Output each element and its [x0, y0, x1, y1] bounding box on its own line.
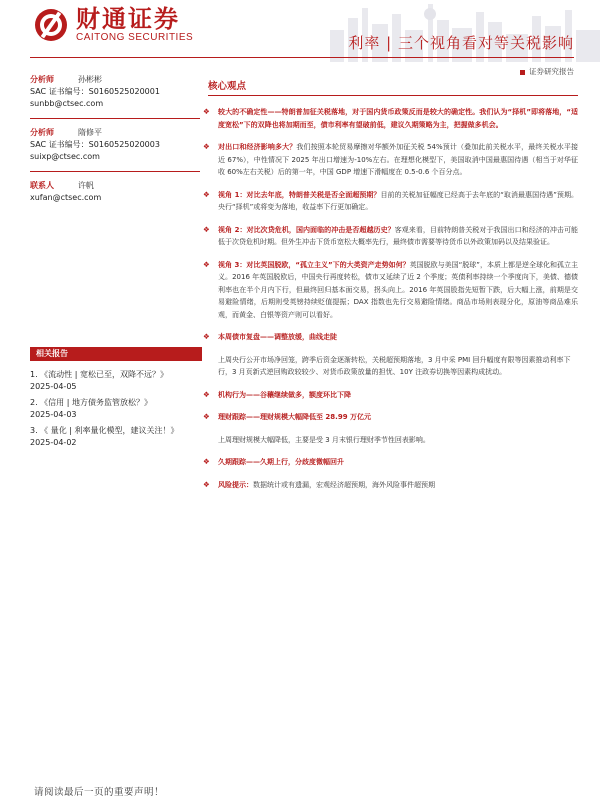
contact-email[interactable]: xufan@ctsec.com [30, 193, 102, 202]
view-1-section [203, 189, 578, 214]
analyst-email[interactable]: suixp@ctsec.com [30, 152, 100, 161]
square-bullet-icon [520, 70, 525, 75]
section-body: 我们按照本轮贸易摩擦对华额外加征关税 54%预计（叠加此前关税水平，最终关税水平接近 67%），中性情况下 2025 年出口增速为-10%左右。在理想化模型下，美国取消中国最惠国待遇（相当于对华征收 60%左右关税）后的第一年，中国 GDP 增速下滑幅度在 0.5-0.6 个百分点。 [218, 143, 578, 176]
key-view-section [203, 106, 578, 131]
section-lead: 久期跟踪——久期上行，分歧度微幅回升 [218, 458, 344, 466]
diamond-bullet-icon: ❖ [203, 457, 210, 466]
weekly-review-section [203, 331, 578, 344]
report-header [0, 0, 600, 62]
diamond-bullet-icon: ❖ [203, 479, 210, 489]
related-report-date: 2025-04-05 [30, 382, 77, 391]
analyst-role: 分析师 [30, 128, 54, 137]
related-report-date: 2025-04-03 [30, 410, 77, 419]
related-report-item[interactable] [30, 425, 202, 449]
diamond-bullet-icon: ❖ [203, 259, 210, 269]
diamond-bullet-icon: ❖ [203, 107, 210, 116]
related-report-item[interactable] [30, 369, 202, 393]
caitong-logo-icon [34, 8, 68, 42]
analyst-email[interactable]: sunbb@ctsec.com [30, 99, 104, 108]
related-report-date: 2025-04-02 [30, 438, 77, 447]
section-lead: 风险提示： [218, 480, 253, 489]
company-logo [34, 6, 193, 44]
analyst-cert: SAC 证书编号：S0160525020003 [30, 140, 160, 149]
section-body: 目前的关税加征幅度已经高于去年底的“取消最惠国待遇”预期。央行“择机”或将变为落地，收益率下行更加确定。 [218, 190, 578, 211]
weekly-review-text: 上周央行公开市场净回笼，跨季后资金逐渐转松，关税超预期落地，3 月中采 PMI 回升幅度有限等因素推动利率下行，3 月页新式逆回购政较较少、对货币政策放量的担忧、10Y 注政券切换等因素构成扰动。 [218, 355, 571, 376]
diamond-bullet-icon: ❖ [203, 332, 210, 341]
company-name-en: CAITONG SECURITIES [76, 32, 194, 43]
institution-section [203, 389, 578, 402]
related-report-item[interactable] [30, 397, 202, 421]
section-lead: 视角 3：对比英国脱欧，“孤立主义”下的大类资产走势如何？ [218, 260, 410, 269]
view-3-section [203, 259, 578, 322]
core-views-heading: 核心观点 [208, 78, 578, 96]
section-lead: 对出口和经济影响多大？ [218, 143, 297, 151]
company-name-cn: 财通证券 [76, 4, 180, 33]
related-reports-heading: 相关报告 [30, 347, 202, 361]
duration-section [203, 456, 578, 469]
analyst-name: 隋修平 [78, 128, 102, 137]
title-divider [30, 57, 574, 58]
section-lead: 视角 2：对比次贷危机，国内面临的冲击是否超越历史？ [218, 225, 395, 234]
analyst-divider [30, 118, 200, 119]
contact-card [30, 180, 202, 204]
related-reports-list [30, 369, 202, 449]
diamond-bullet-icon: ❖ [203, 412, 210, 421]
diamond-bullet-icon: ❖ [203, 142, 210, 151]
wealth-tracking-text: 上周理财规模大幅降低，主要是受 3 月末银行理财季节性回表影响。 [218, 435, 430, 444]
section-body: 英国脱欧与美国“脱球”，本质上都是逆全球化和孤立主义。2016 年英国脱欧后，中国央行再度转松，债市又延续了近 2 个季度；英债利率持续一个季度向下，美债、德债利率也在半个月内下行，但最终回归基本面交易，拐头向上。2016 年英国股指先短暂下跌，后大幅上涨，前期是交易避险情绪，后期则受英镑持续贬值提振；DAX 指数也先行交易避险情绪。商品市场则表现分化，原油等商品难乐观，而黄金、白银等资产则可以看好。 [218, 260, 578, 319]
diamond-bullet-icon: ❖ [203, 224, 210, 234]
sidebar [30, 74, 202, 453]
report-type-label: 证券研究报告 [520, 66, 574, 77]
analyst-card [30, 74, 202, 110]
section-lead: 本周债市复盘——调整放缓，曲线走陡 [218, 333, 337, 341]
disclaimer-footer: 请阅读最后一页的重要声明！ [34, 787, 165, 798]
contact-name: 许帆 [78, 181, 94, 190]
analyst-card [30, 127, 202, 163]
related-report-title[interactable]: 2. 《信用 | 地方债务监管放松？》 [30, 398, 152, 407]
section-lead: 机构行为——谷穰继续做多，额度环比下降 [218, 390, 351, 399]
export-impact-section [203, 141, 578, 179]
analyst-cert: SAC 证书编号：S0160525020001 [30, 87, 160, 96]
section-lead: 视角 1：对比去年底，特朗普关税是否全面超预期？ [218, 190, 381, 199]
analyst-role: 分析师 [30, 75, 54, 84]
related-report-title[interactable]: 3. 《 量化 | 利率量化模型，建议关注！》 [30, 426, 179, 435]
section-body: 数据统计或有遗漏，宏观经济超预期，海外风险事件超预期 [253, 480, 435, 489]
key-view-lead: 较大的不确定性——特朗普加征关税落地，对于国内货币政策反而是较大的确定性。我们认为“择机”即将落地，“适度宽松”下的双降也将加期而至，债市利率有望破前低，建议久期策略为主，把握做多机会。 [218, 108, 578, 129]
analyst-name: 孙彬彬 [78, 75, 102, 84]
section-body: 客观来看，目前特朗普关税对于我国出口和经济的冲击可能低于次贷危机时期。但外生冲击下货币宽松大概率先行，最终债市需要等待货币以外政策加码以及结果验证。 [218, 225, 579, 246]
core-views [203, 78, 579, 491]
view-2-section [203, 224, 579, 249]
report-title: 利率 | 三个视角看对等关税影响 [348, 34, 574, 52]
contact-role: 联系人 [30, 181, 54, 190]
risk-warning-section [203, 479, 578, 492]
diamond-bullet-icon: ❖ [203, 389, 210, 399]
analyst-divider [30, 171, 200, 172]
section-lead: 理财跟踪——理财规模大幅降低至 28.99 万亿元 [218, 413, 372, 421]
wealth-tracking-section [203, 411, 578, 424]
related-report-title[interactable]: 1. 《流动性 | 宽松已至，双降不远？》 [30, 370, 168, 379]
diamond-bullet-icon: ❖ [203, 189, 210, 199]
